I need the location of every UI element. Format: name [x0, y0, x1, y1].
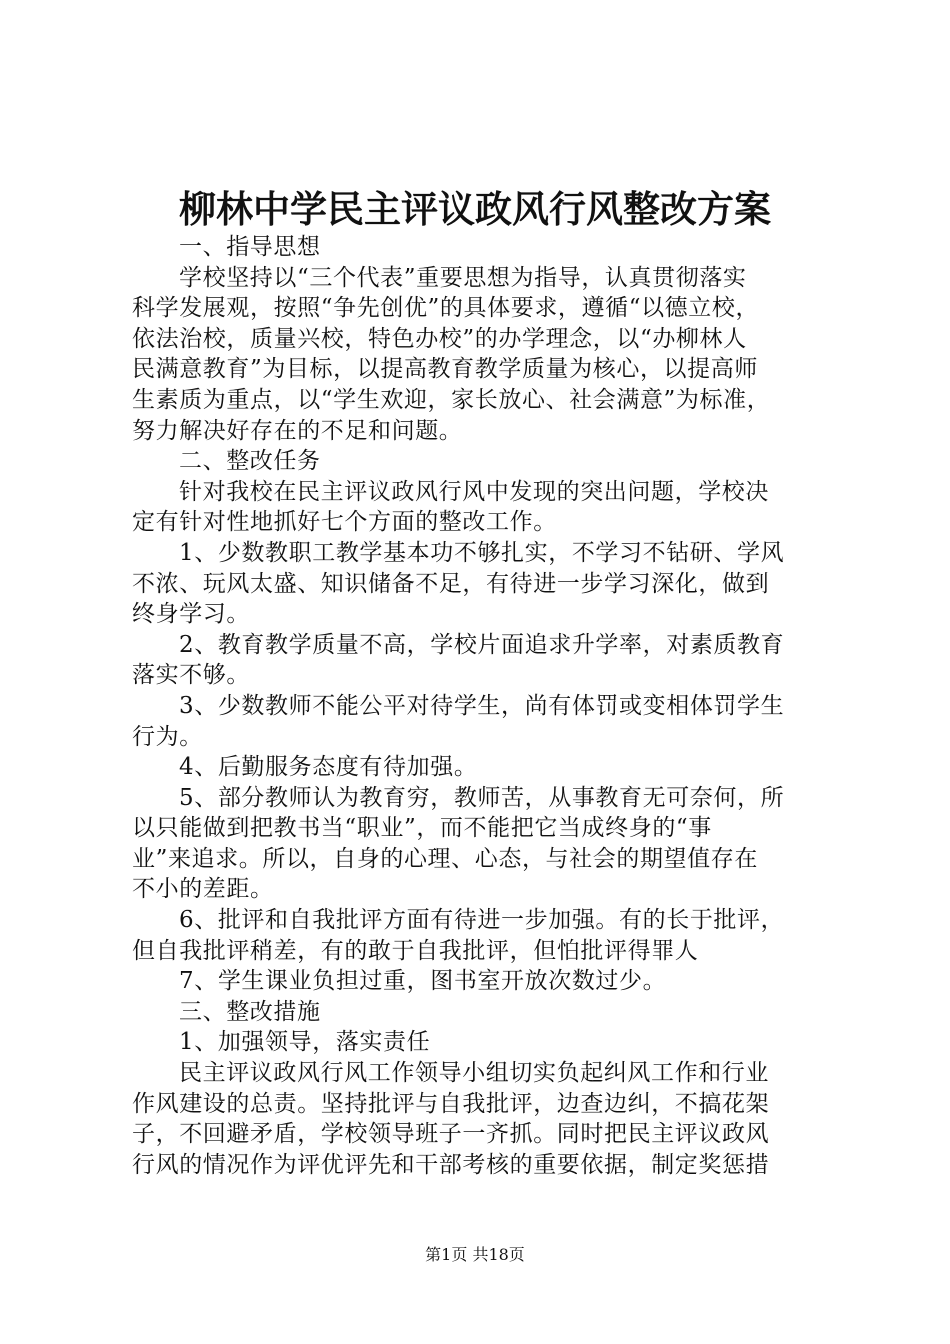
- text-line: 作风建设的总责。坚持批评与自我批评，边查边纠，不搞花架: [132, 1090, 770, 1117]
- text-line: 学校坚持以“三个代表”重要思想为指导，认真贯彻落实: [179, 264, 747, 291]
- text-line: 3、少数教师不能公平对待学生，尚有体罚或变相体罚学生: [179, 692, 785, 719]
- text-line: 2、教育教学质量不高，学校片面追求升学率，对素质教育: [179, 631, 785, 658]
- document-body: [132, 232, 832, 1180]
- text-line: 以只能做到把教书当“职业”，而不能把它当成终身的“事: [132, 815, 712, 842]
- text-line: 努力解决好存在的不足和问题。: [132, 417, 463, 444]
- text-line: 5、部分教师认为教育穷，教师苦，从事教育无可奈何，所: [179, 784, 785, 811]
- text-line: 6、批评和自我批评方面有待进一步加强。有的长于批评，: [179, 907, 785, 934]
- text-line: 民主评议政风行风工作领导小组切实负起纠风工作和行业: [179, 1060, 769, 1087]
- text-line: 终身学习。: [132, 601, 250, 628]
- text-line: 科学发展观，按照“争先创优”的具体要求，遵循“以德立校，: [132, 295, 760, 322]
- text-line: 行风的情况作为评优评先和干部考核的重要依据，制定奖惩措: [132, 1151, 770, 1178]
- text-line: 不浓、玩风太盛、知识储备不足，有待进一步学习深化，做到: [132, 570, 770, 597]
- text-line: 子，不回避矛盾，学校领导班子一齐抓。同时把民主评议政风: [132, 1121, 770, 1148]
- text-line: 二、整改任务: [179, 448, 321, 475]
- page-footer: 第1页 共18页: [425, 1245, 525, 1264]
- text-line: 一、指导思想: [179, 234, 321, 260]
- text-line: 业”来追求。所以，自身的心理、心态，与社会的期望值存在: [132, 845, 758, 872]
- text-line: 但自我批评稍差，有的敢于自我批评，但怕批评得罪人: [132, 937, 699, 964]
- text-line: 4、后勤服务态度有待加强。: [179, 754, 478, 781]
- text-line: 落实不够。: [132, 662, 250, 689]
- text-line: 依法治校，质量兴校，特色办校”的办学理念，以“办柳林人: [132, 325, 747, 352]
- text-line: 7、学生课业负担过重，图书室开放次数过少。: [179, 968, 667, 995]
- text-line: 定有针对性地抓好七个方面的整改工作。: [132, 509, 557, 536]
- text-line: 行为。: [132, 723, 203, 750]
- document-title: 柳林中学民主评议政风行风整改方案: [179, 187, 771, 231]
- text-line: 不小的差距。: [132, 876, 274, 903]
- text-line: 1、加强领导，落实责任: [179, 1029, 431, 1056]
- text-line: 1、少数教职工教学基本功不够扎实，不学习不钻研、学风: [179, 539, 785, 566]
- text-line: 民满意教育”为目标，以提高教育教学质量为核心，以提高师: [132, 356, 758, 383]
- text-line: 生素质为重点，以“学生欢迎，家长放心、社会满意”为标准，: [132, 386, 771, 413]
- text-line: 三、整改措施: [179, 998, 321, 1025]
- text-line: 针对我校在民主评议政风行风中发现的突出问题，学校决: [179, 478, 769, 505]
